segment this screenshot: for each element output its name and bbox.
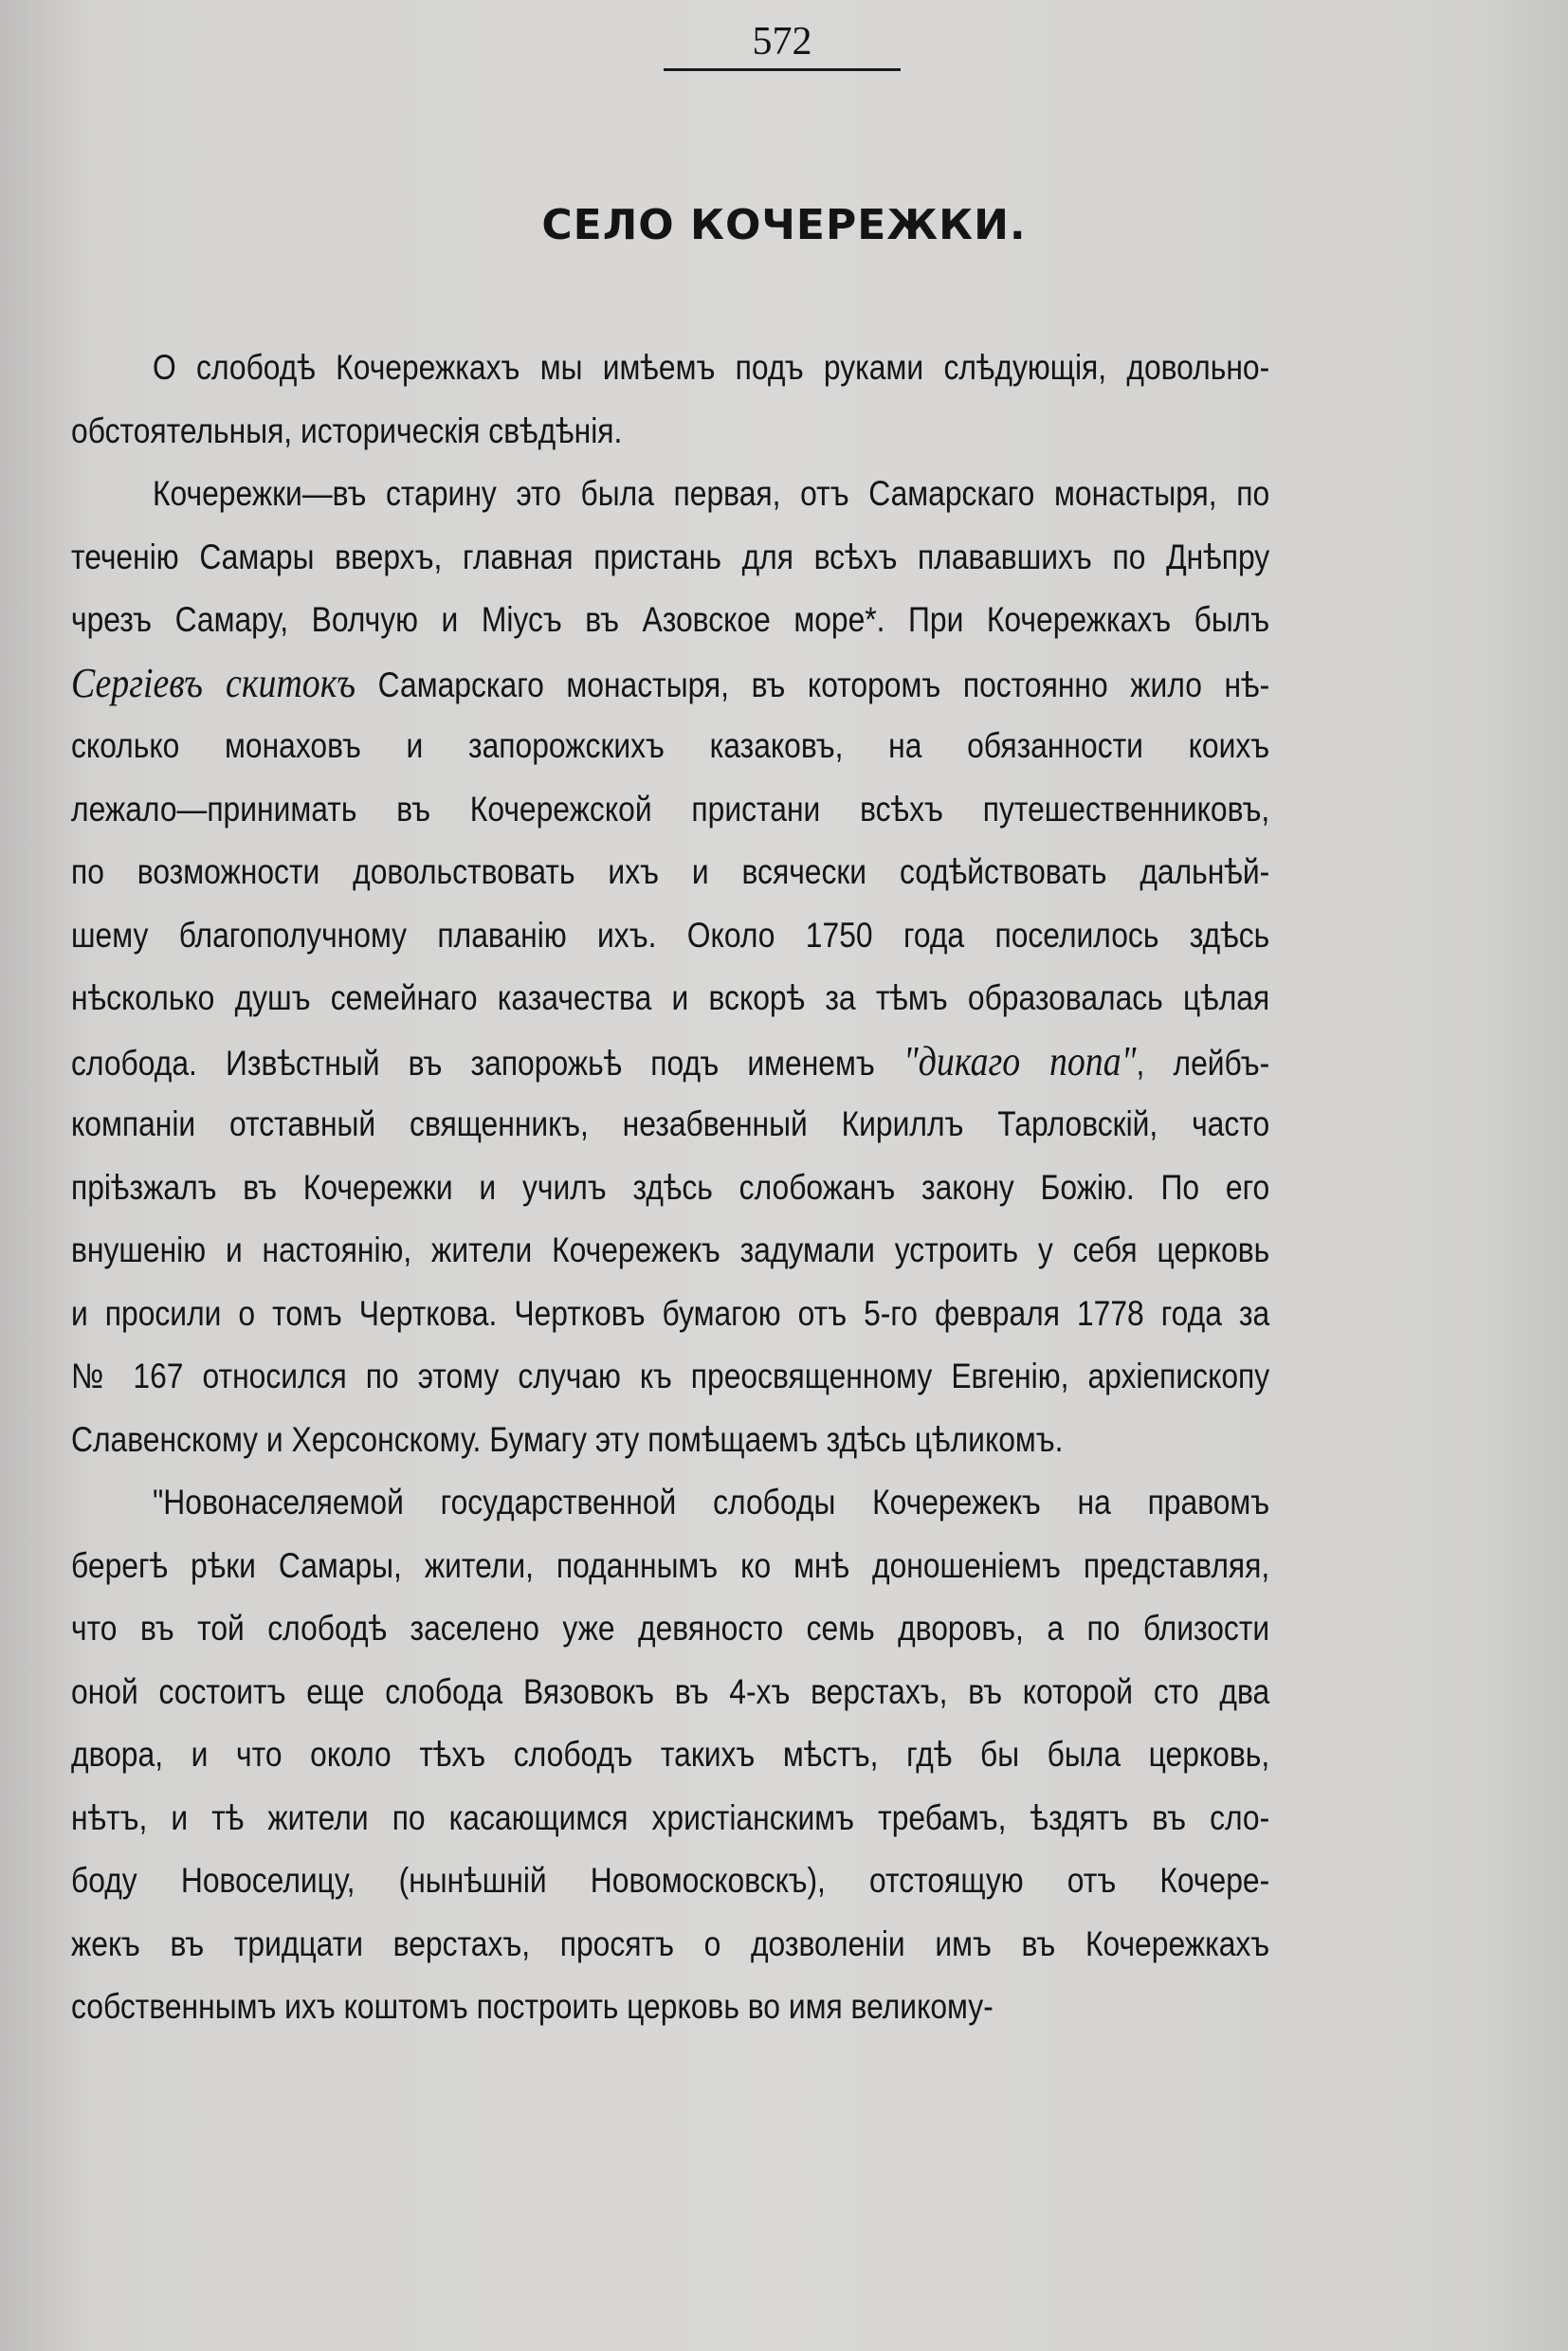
text-run: двора, и что около тѣхъ слободъ такихъ мѣстъ, гдѣ бы была церковь, <box>71 1735 1270 1774</box>
text-line <box>71 1471 1269 1535</box>
text-line <box>71 1535 1269 1598</box>
text-run: Самарскаго монастыря, въ которомъ постоянно жило нѣ- <box>356 665 1270 704</box>
text-run: теченію Самары вверхъ, главная пристань для всѣхъ плававшихъ по Днѣпру <box>71 537 1270 576</box>
page-number: 572 <box>752 20 812 64</box>
text-run: по возможности довольствовать ихъ и всячески содѣйствовать дальнѣй- <box>71 852 1270 891</box>
text-run: чрезъ Самару, Волчую и Міусъ въ Азовское море*. При Кочережкахъ былъ <box>71 600 1270 639</box>
text-line <box>71 967 1269 1030</box>
chapter-heading: СЕЛО КОЧЕРЕЖКИ. <box>541 201 1027 249</box>
text-line <box>71 1030 1269 1094</box>
text-line <box>71 778 1269 842</box>
text-run: лежало—принимать въ Кочережской пристани всѣхъ путешественниковъ, <box>71 789 1270 829</box>
text-line <box>71 715 1269 778</box>
text-run: "Новонаселяемой государственной слободы Кочережекъ на правомъ <box>153 1483 1270 1522</box>
text-run: Славенскому и Херсонскому. Бумагу эту помѣщаемъ здѣсь цѣликомъ. <box>71 1419 1064 1459</box>
text-line <box>71 1976 1269 2039</box>
text-line <box>71 1345 1269 1409</box>
paragraph <box>71 337 1269 463</box>
text-run: что въ той слободѣ заселено уже девяносто семь дворовъ, а по близости <box>71 1609 1270 1648</box>
text-line <box>71 1409 1269 1472</box>
text-run: боду Новоселицу, (нынѣшній Новомосковскъ), отстоящую отъ Кочере- <box>71 1861 1270 1900</box>
italic-phrase: Сергіевъ скитокъ <box>71 659 356 706</box>
text-run: и просили о томъ Черткова. Чертковъ бумагою отъ 5-го февраля 1778 года за <box>71 1293 1270 1333</box>
text-line <box>71 1219 1269 1283</box>
text-line <box>71 400 1269 464</box>
text-run: Кочережки—въ старину это была первая, отъ Самарскаго монастыря, по <box>153 474 1270 513</box>
text-run: собственнымъ ихъ коштомъ построить церковь во имя великому- <box>71 1987 994 2026</box>
text-run: нѣсколько душъ семейнаго казачества и вскорѣ за тѣмъ образовалась цѣлая <box>71 978 1270 1017</box>
text-line <box>71 841 1269 904</box>
text-run: нѣтъ, и тѣ жители по касающимся христіанскимъ требамъ, ѣздятъ въ сло- <box>71 1797 1270 1837</box>
text-line <box>71 1850 1269 1913</box>
page-number-rule <box>664 68 901 71</box>
paragraph <box>71 463 1269 1471</box>
text-line <box>71 652 1269 716</box>
text-run: № 167 относился по этому случаю къ преосвященному Евгенію, архіепископу <box>71 1357 1270 1395</box>
text-line <box>71 1787 1269 1850</box>
text-line <box>71 1157 1269 1220</box>
text-run: жекъ въ тридцати верстахъ, просятъ о дозволеніи имъ въ Кочережкахъ <box>71 1923 1270 1963</box>
text-run: внушенію и настоянію, жители Кочережекъ задумали устроить у себя церковь <box>71 1230 1270 1269</box>
text-run: пріѣзжалъ въ Кочережки и училъ здѣсь слобожанъ закону Божію. По его <box>71 1167 1270 1207</box>
italic-phrase: "дикаго попа" <box>903 1037 1137 1084</box>
text-run: берегѣ рѣки Самары, жители, поданнымъ ко мнѣ доношеніемъ представляя, <box>71 1545 1270 1585</box>
text-run: сколько монаховъ и запорожскихъ казаковъ, на обязанности коихъ <box>71 726 1270 765</box>
text-run: шему благополучному плаванію ихъ. Около 1750 года поселилось здѣсь <box>71 915 1270 955</box>
text-line <box>71 589 1269 652</box>
text-run: компаніи отставный священникъ, незабвенный Кириллъ Тарловскій, часто <box>71 1104 1270 1143</box>
text-run: слобода. Извѣстный въ запорожьѣ подъ именемъ <box>71 1043 903 1083</box>
text-run: , лейбъ- <box>1136 1043 1270 1083</box>
text-line <box>71 1661 1269 1724</box>
text-line <box>71 1597 1269 1661</box>
paragraph <box>71 1471 1269 2039</box>
text-line <box>71 1283 1269 1346</box>
text-line <box>71 1913 1269 1977</box>
text-line <box>71 526 1269 590</box>
text-run: обстоятельныя, историческія свѣдѣнія. <box>71 410 623 450</box>
text-line <box>71 1723 1269 1787</box>
text-line <box>71 904 1269 968</box>
text-line <box>71 337 1269 400</box>
text-line <box>71 463 1269 526</box>
text-run: О слободѣ Кочережкахъ мы имѣемъ подъ руками слѣдующія, довольно- <box>153 348 1270 387</box>
text-line <box>71 1093 1269 1157</box>
text-run: оной состоитъ еще слобода Вязовокъ въ 4-хъ верстахъ, въ которой сто два <box>71 1671 1270 1711</box>
body-text <box>71 337 1269 2039</box>
